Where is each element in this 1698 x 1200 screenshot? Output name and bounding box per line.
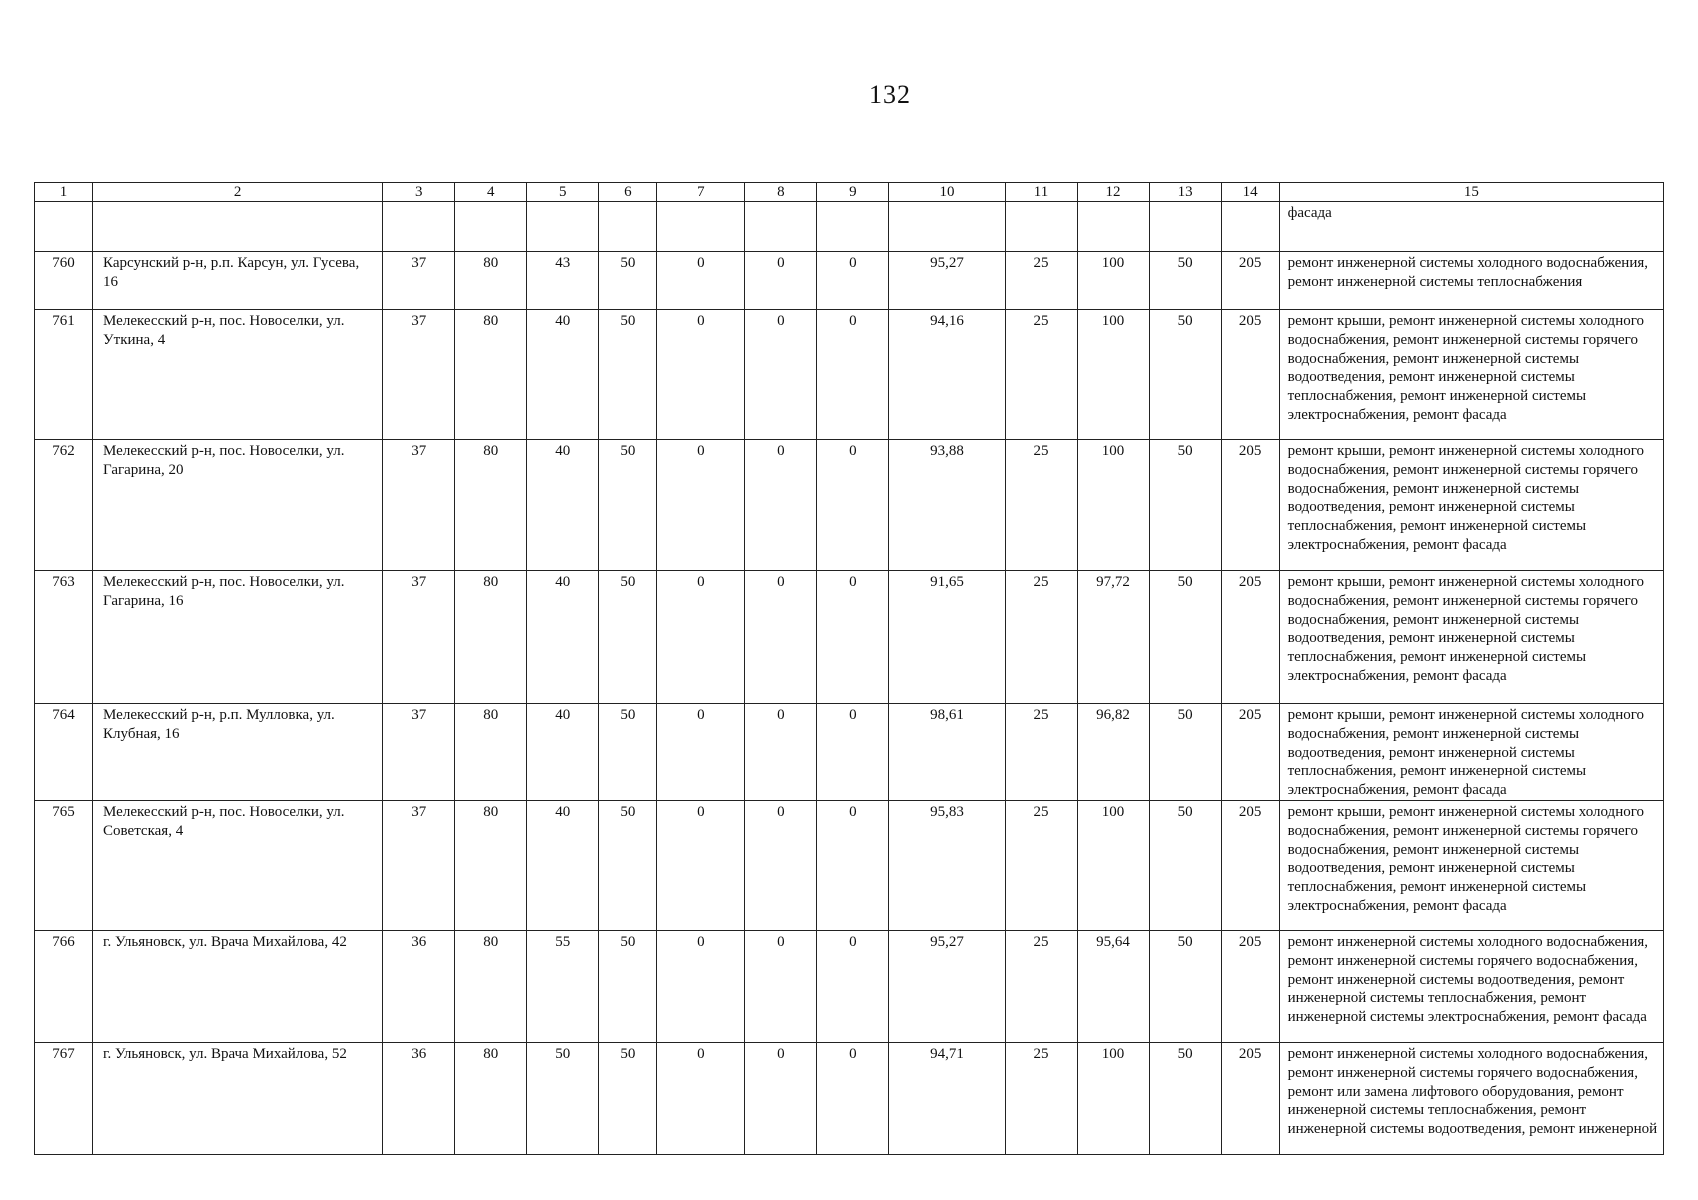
row-number: 763 [35,571,93,704]
column-header: 10 [889,183,1005,202]
value-cell: 205 [1221,571,1279,704]
header-row [35,183,1664,202]
value-cell: 80 [455,800,527,930]
value-cell: 50 [599,252,657,310]
column-header: 6 [599,183,657,202]
value-cell: 0 [745,440,817,571]
value-cell: 40 [527,440,599,571]
value-cell: 100 [1077,252,1149,310]
address-cell: Мелекесский р-н, пос. Новоселки, ул. Гагарина, 20 [93,440,383,571]
value-cell: 50 [599,571,657,704]
value-cell: 205 [1221,252,1279,310]
column-header: 3 [383,183,455,202]
table-row [35,800,1664,930]
value-cell: 37 [383,571,455,704]
column-header: 11 [1005,183,1077,202]
table-row [35,440,1664,571]
value-cell: 50 [599,310,657,440]
value-cell: 0 [657,800,745,930]
table-row [35,252,1664,310]
works-cell: ремонт инженерной системы холодного водоснабжения, ремонт инженерной системы теплоснабжения [1279,252,1663,310]
value-cell: 50 [1149,704,1221,801]
row-number: 762 [35,440,93,571]
value-cell: 50 [599,440,657,571]
row-number: 766 [35,930,93,1042]
value-cell: 0 [657,571,745,704]
value-cell: 50 [1149,1042,1221,1154]
column-header: 8 [745,183,817,202]
value-cell: 80 [455,704,527,801]
value-cell: 50 [527,1042,599,1154]
value-cell: 55 [527,930,599,1042]
address-cell: г. Ульяновск, ул. Врача Михайлова, 52 [93,1042,383,1154]
value-cell: 95,83 [889,800,1005,930]
value-cell: 0 [817,571,889,704]
value-cell: 25 [1005,252,1077,310]
value-cell: 40 [527,310,599,440]
value-cell: 50 [599,800,657,930]
column-header: 1 [35,183,93,202]
works-cell: ремонт инженерной системы холодного водоснабжения, ремонт инженерной системы горячего водоснабжения, ремонт инженерной системы водоотведения, ремонт инженерной системы теплоснабжения, ремонт инженерной системы электроснабжения, ремонт фасада [1279,930,1663,1042]
value-cell: 50 [599,1042,657,1154]
register-table [34,182,1664,1155]
value-cell: 94,71 [889,1042,1005,1154]
address-cell: Мелекесский р-н, пос. Новоселки, ул. Советская, 4 [93,800,383,930]
value-cell: 0 [817,800,889,930]
value-cell: 205 [1221,800,1279,930]
page-number: 132 [869,80,911,109]
value-cell: 91,65 [889,571,1005,704]
address-cell: Мелекесский р-н, р.п. Мулловка, ул. Клубная, 16 [93,704,383,801]
row-number: 764 [35,704,93,801]
value-cell: 0 [817,440,889,571]
address-cell: г. Ульяновск, ул. Врача Михайлова, 42 [93,930,383,1042]
works-cell: ремонт крыши, ремонт инженерной системы холодного водоснабжения, ремонт инженерной системы горячего водоснабжения, ремонт инженерной системы водоотведения, ремонт инженерной системы теплоснабжения, ремонт инженерной системы электроснабжения, ремонт фасада [1279,800,1663,930]
column-header: 14 [1221,183,1279,202]
value-cell: 50 [1149,252,1221,310]
works-cell: ремонт крыши, ремонт инженерной системы холодного водоснабжения, ремонт инженерной системы горячего водоснабжения, ремонт инженерной системы водоотведения, ремонт инженерной системы теплоснабжения, ремонт инженерной системы электроснабжения, ремонт фасада [1279,310,1663,440]
value-cell: 0 [657,252,745,310]
table-row [35,571,1664,704]
value-cell: 205 [1221,310,1279,440]
value-cell: 80 [455,571,527,704]
value-cell: 37 [383,252,455,310]
value-cell: 40 [527,800,599,930]
value-cell: 0 [817,252,889,310]
value-cell: 95,27 [889,252,1005,310]
works-continuation: фасада [1279,202,1663,252]
value-cell: 0 [745,930,817,1042]
value-cell: 25 [1005,1042,1077,1154]
continuation-row [35,202,1664,252]
value-cell: 205 [1221,704,1279,801]
value-cell: 100 [1077,310,1149,440]
value-cell: 43 [527,252,599,310]
works-cell: ремонт крыши, ремонт инженерной системы холодного водоснабжения, ремонт инженерной системы горячего водоснабжения, ремонт инженерной системы водоотведения, ремонт инженерной системы теплоснабжения, ремонт инженерной системы электроснабжения, ремонт фасада [1279,571,1663,704]
value-cell: 97,72 [1077,571,1149,704]
value-cell: 37 [383,310,455,440]
value-cell: 98,61 [889,704,1005,801]
address-cell: Карсунский р-н, р.п. Карсун, ул. Гусева, 16 [93,252,383,310]
value-cell: 40 [527,704,599,801]
value-cell: 25 [1005,440,1077,571]
column-header: 2 [93,183,383,202]
value-cell: 25 [1005,704,1077,801]
value-cell: 25 [1005,310,1077,440]
value-cell: 80 [455,440,527,571]
value-cell: 205 [1221,930,1279,1042]
value-cell: 0 [745,252,817,310]
column-header: 5 [527,183,599,202]
value-cell: 0 [657,930,745,1042]
value-cell: 94,16 [889,310,1005,440]
value-cell: 0 [817,930,889,1042]
value-cell: 100 [1077,440,1149,571]
value-cell: 50 [1149,930,1221,1042]
row-number: 765 [35,800,93,930]
table-row [35,1042,1664,1154]
value-cell: 0 [745,704,817,801]
value-cell: 36 [383,930,455,1042]
value-cell: 205 [1221,1042,1279,1154]
value-cell: 50 [599,930,657,1042]
address-cell: Мелекесский р-н, пос. Новоселки, ул. Уткина, 4 [93,310,383,440]
value-cell: 36 [383,1042,455,1154]
value-cell: 0 [817,310,889,440]
value-cell: 0 [745,310,817,440]
value-cell: 40 [527,571,599,704]
table-row [35,930,1664,1042]
value-cell: 37 [383,704,455,801]
value-cell: 80 [455,1042,527,1154]
value-cell: 0 [745,571,817,704]
value-cell: 0 [657,310,745,440]
value-cell: 25 [1005,800,1077,930]
value-cell: 0 [745,1042,817,1154]
row-number: 760 [35,252,93,310]
value-cell: 100 [1077,1042,1149,1154]
value-cell: 25 [1005,930,1077,1042]
value-cell: 0 [657,704,745,801]
value-cell: 50 [1149,571,1221,704]
value-cell: 0 [745,800,817,930]
value-cell: 95,27 [889,930,1005,1042]
value-cell: 50 [599,704,657,801]
value-cell: 50 [1149,440,1221,571]
works-cell: ремонт крыши, ремонт инженерной системы холодного водоснабжения, ремонт инженерной системы горячего водоснабжения, ремонт инженерной системы водоотведения, ремонт инженерной системы теплоснабжения, ремонт инженерной системы электроснабжения, ремонт фасада [1279,440,1663,571]
value-cell: 37 [383,440,455,571]
works-cell: ремонт инженерной системы холодного водоснабжения, ремонт инженерной системы горячего водоснабжения, ремонт или замена лифтового оборудования, ремонт инженерной системы теплоснабжения, ремонт инженерной системы водоотведения, ремонт инженерной [1279,1042,1663,1154]
value-cell: 93,88 [889,440,1005,571]
table-row [35,310,1664,440]
column-header: 7 [657,183,745,202]
value-cell: 95,64 [1077,930,1149,1042]
value-cell: 50 [1149,800,1221,930]
value-cell: 205 [1221,440,1279,571]
value-cell: 0 [817,1042,889,1154]
value-cell: 50 [1149,310,1221,440]
address-cell: Мелекесский р-н, пос. Новоселки, ул. Гагарина, 16 [93,571,383,704]
table-row [35,704,1664,801]
column-header: 13 [1149,183,1221,202]
value-cell: 96,82 [1077,704,1149,801]
works-cell: ремонт крыши, ремонт инженерной системы холодного водоснабжения, ремонт инженерной системы водоотведения, ремонт инженерной системы теплоснабжения, ремонт инженерной системы электроснабжения, ремонт фасада [1279,704,1663,801]
value-cell: 80 [455,930,527,1042]
value-cell: 25 [1005,571,1077,704]
value-cell: 37 [383,800,455,930]
value-cell: 80 [455,310,527,440]
column-header: 4 [455,183,527,202]
value-cell: 0 [817,704,889,801]
column-header: 12 [1077,183,1149,202]
value-cell: 80 [455,252,527,310]
row-number: 767 [35,1042,93,1154]
value-cell: 100 [1077,800,1149,930]
value-cell: 0 [657,1042,745,1154]
value-cell: 0 [657,440,745,571]
row-number: 761 [35,310,93,440]
column-header: 9 [817,183,889,202]
column-header: 15 [1279,183,1663,202]
